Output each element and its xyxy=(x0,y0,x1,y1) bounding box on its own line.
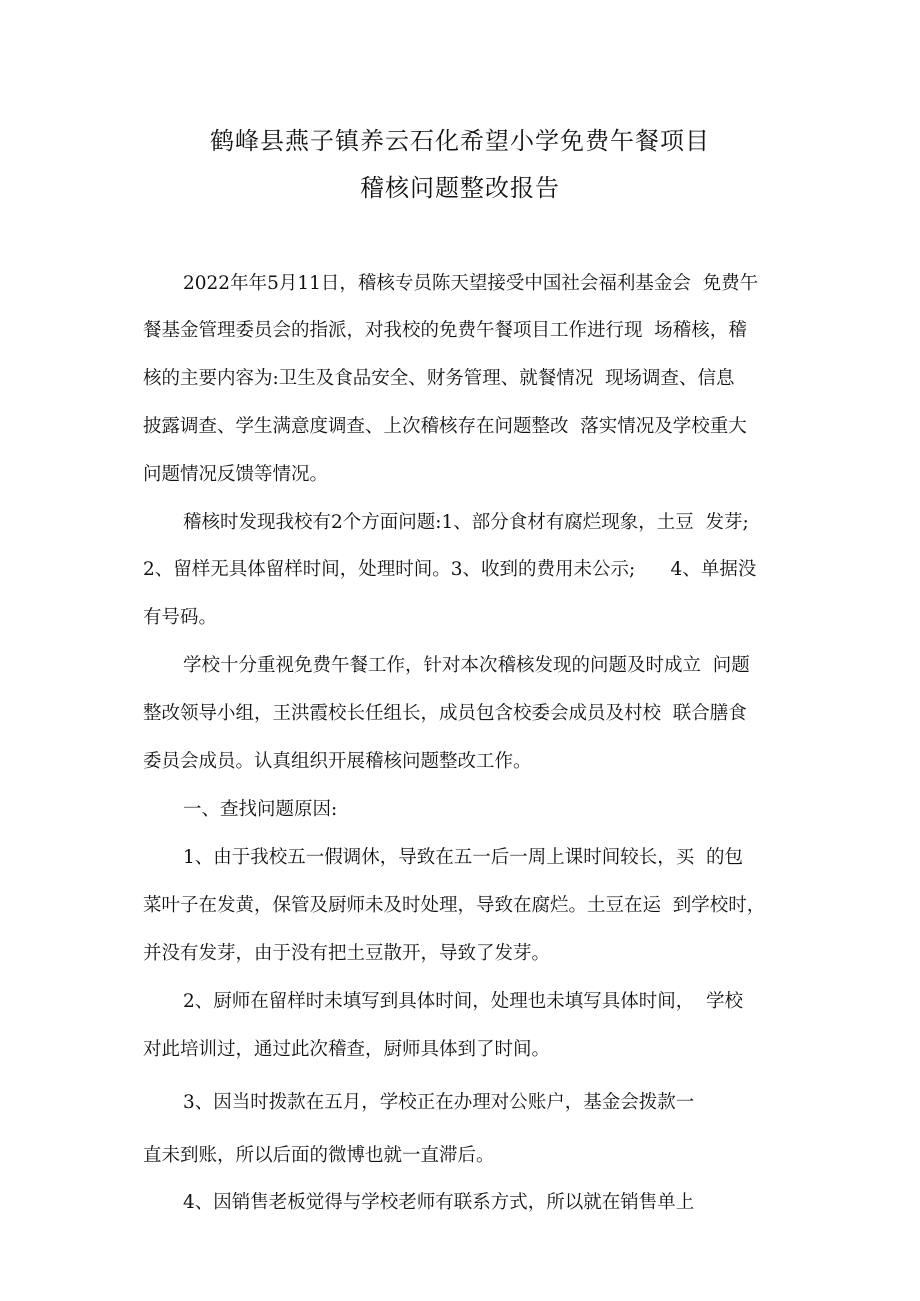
paragraph-line: 委员会成员。认真组织开展稽核问题整改工作。 xyxy=(143,751,532,772)
paragraph-line: 2022年年5月11日，稽核专员陈天望接受中国社会福利基金会 免费午 xyxy=(183,273,759,294)
paragraph-line: 稽核时发现我校有2个方面问题:1、部分食材有腐烂现象，土豆 发芽; xyxy=(183,512,749,533)
paragraph-line: 3、因当时拨款在五月，学校正在办理对公账户，基金会拨款一 xyxy=(183,1092,695,1113)
paragraph-line: 2、厨师在留样时未填写到具体时间，处理也未填写具体时间， 学校 xyxy=(183,991,744,1012)
paragraph-line: 整改领导小组，王洪霞校长任组长，成员包含校委会成员及村校 联合膳食 xyxy=(143,703,747,724)
paragraph-line: 2、留样无具体留样时间，处理时间。3、收到的费用未公示; 4、单据没 xyxy=(143,559,757,580)
paragraph-line: 核的主要内容为:卫生及食品安全、财务管理、就餐情况 现场调查、信息 xyxy=(143,368,735,389)
paragraph-line: 菜叶子在发黄，保管及厨师未及时处理，导致在腐烂。土豆在运 到学校时， xyxy=(143,895,766,916)
paragraph-line: 4、因销售老板觉得与学校老师有联系方式，所以就在销售单上 xyxy=(183,1192,695,1213)
report-title-line-2: 稽核问题整改报告 xyxy=(360,174,560,202)
paragraph-line: 并没有发芽，由于没有把土豆散开，导致了发芽。 xyxy=(143,943,551,964)
paragraph-line: 学校十分重视免费午餐工作，针对本次稽核发现的问题及时成立 问题 xyxy=(183,655,750,676)
paragraph-line: 披露调查、学生满意度调查、上次稽核存在问题整改 落实情况及学校重大 xyxy=(143,416,747,437)
paragraph-line: 对此培训过，通过此次稽查，厨师具体到了时间。 xyxy=(143,1039,551,1060)
paragraph-line: 餐基金管理委员会的指派，对我校的免费午餐项目工作进行现 场稽核，稽 xyxy=(143,320,747,341)
paragraph-line: 直未到账，所以后面的微博也就一直滞后。 xyxy=(143,1145,495,1166)
paragraph-line: 1、由于我校五一假调休，导致在五一后一周上课时间较长，买 的包 xyxy=(183,847,744,868)
paragraph-line: 有号码。 xyxy=(143,607,218,628)
section-heading: 一、查找问题原因: xyxy=(183,799,338,820)
report-title-line-1: 鹤峰县燕子镇养云石化希望小学免费午餐项目 xyxy=(210,127,710,155)
paragraph-line: 问题情况反馈等情况。 xyxy=(143,464,329,485)
